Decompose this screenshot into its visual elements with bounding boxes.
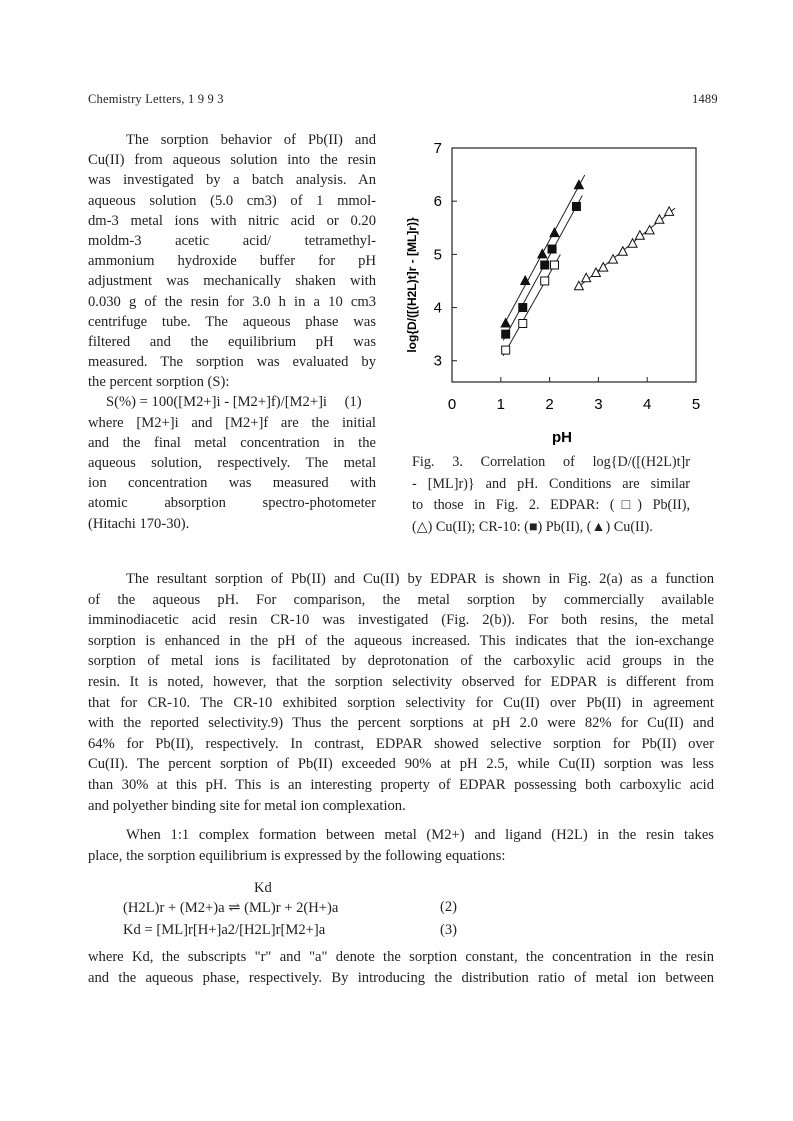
text-line: aqueous solution, respectively. The metal bbox=[88, 455, 376, 471]
equation-3-number: (3) bbox=[440, 922, 458, 938]
open-triangle-point bbox=[665, 207, 674, 216]
text-line: filtered and the equilibrium pH was bbox=[88, 333, 376, 350]
x-tick-label: 0 bbox=[447, 396, 457, 413]
text-line: ion concentration was measured with bbox=[88, 475, 376, 492]
text-line: (Hitachi 170-30). bbox=[88, 515, 190, 532]
text-line: The sorption behavior of Pb(II) and bbox=[126, 132, 376, 148]
text-line: where Kd, the subscripts "r" and "a" denote the sorption constant, the concentration in the resin bbox=[88, 949, 714, 965]
text-line: and polyether binding site for metal ion complexation. bbox=[88, 797, 406, 814]
figure-3-chart bbox=[396, 130, 706, 450]
open-triangle-point bbox=[635, 231, 644, 240]
text-line: and the final metal concentration in the bbox=[88, 434, 376, 451]
text-line: measured. The sorption was evaluated by bbox=[88, 354, 376, 371]
filled-square-point bbox=[519, 304, 527, 312]
paragraph-4 bbox=[88, 947, 714, 988]
x-tick-label: 2 bbox=[545, 396, 554, 413]
text-line: sorption is enhanced in the pH of the aqueous increased. This indicates that the ion-exchange bbox=[88, 632, 714, 649]
filled-triangle-point bbox=[538, 249, 547, 258]
text-line: sorption of metal ions is facilitated by deprotonation of the carboxylic acid groups in the bbox=[88, 653, 714, 670]
text-line: ammonium hydroxide buffer for pH bbox=[88, 253, 376, 270]
text-line: with the reported selectivity.9) Thus the percent sorptions at pH 2.0 were 82% for Cu(II) and bbox=[88, 715, 714, 732]
text-line: where [M2+]i and [M2+]f are the initial bbox=[88, 414, 376, 431]
open-triangle-point bbox=[574, 281, 583, 290]
left-column-text bbox=[88, 130, 376, 534]
fit-line bbox=[503, 254, 560, 355]
filled-square-point bbox=[502, 330, 510, 338]
text-line: adjustment was mechanically shaken with bbox=[88, 273, 376, 290]
text-line: place, the sorption equilibrium is expressed by the following equations: bbox=[88, 847, 506, 864]
x-axis-label: pH bbox=[552, 429, 572, 446]
y-tick-label: 6 bbox=[433, 193, 442, 211]
open-square-point bbox=[550, 261, 558, 269]
text-line: than 30% at this pH. This is an interesting property of EDPAR possessing both carboxylic acid bbox=[88, 776, 714, 793]
x-tick-label: 1 bbox=[496, 396, 505, 413]
x-tick-label: 3 bbox=[594, 396, 603, 413]
caption-line: - [ML]r)} and pH. Conditions are similar bbox=[412, 475, 690, 492]
filled-triangle-point bbox=[550, 228, 559, 237]
y-axis-label: log{D/([(H2L)t]r - [ML]r)} bbox=[405, 217, 419, 353]
text-line: of the aqueous pH. For comparison, the metal sorption by commercially available bbox=[88, 591, 714, 608]
text-line: the percent sorption (S): bbox=[88, 374, 230, 391]
equation-2-constant: Kd bbox=[254, 880, 272, 896]
text-line: that for CR-10. The CR-10 exhibited sorption selectivity for Cu(II) over Pb(II) in agreement bbox=[88, 694, 714, 711]
plot-frame bbox=[452, 148, 696, 382]
page-number: 1489 bbox=[692, 92, 718, 106]
open-square-point bbox=[541, 277, 549, 285]
open-square-point bbox=[519, 320, 527, 328]
text-line: aqueous solution (5.0 cm3) of 1 mmol- bbox=[88, 192, 376, 209]
text-line: atomic absorption spectro-photometer bbox=[88, 495, 376, 512]
filled-triangle-point bbox=[574, 180, 583, 189]
text-line: When 1:1 complex formation between metal (M2+) and ligand (H2L) in the resin takes bbox=[126, 827, 714, 843]
open-triangle-point bbox=[655, 215, 664, 224]
text-line: moldm-3 acetic acid/ tetramethyl- bbox=[88, 232, 376, 249]
text-line: dm-3 metal ions with nitric acid or 0.20 bbox=[88, 212, 376, 229]
caption-line: (△) Cu(II); CR-10: (■) Pb(II), (▲) Cu(II). bbox=[412, 518, 653, 535]
y-tick-label: 4 bbox=[433, 299, 442, 317]
text-line: and the aqueous phase, respectively. By introducing the distribution ratio of metal ion between bbox=[88, 969, 714, 986]
text-line: 0.030 g of the resin for 3.0 h in a 10 cm3 bbox=[88, 293, 376, 310]
equation-3: Kd = [ML]r[H+]a2/[H2L]r[M2+]a bbox=[123, 922, 326, 938]
text-line: Cu(II) from aqueous solution into the resin bbox=[88, 152, 376, 169]
filled-square-point bbox=[541, 261, 549, 269]
equation-1-body: S(%) = 100([M2+]i - [M2+]f)/[M2+]i bbox=[106, 394, 327, 411]
y-tick-label: 5 bbox=[433, 246, 442, 264]
filled-square-point bbox=[548, 245, 556, 253]
x-tick-label: 4 bbox=[643, 396, 652, 413]
text-line: imminodiacetic acid resin CR-10 was investigated (Fig. 2(b)). For both resins, the metal bbox=[88, 612, 714, 629]
y-tick-label: 7 bbox=[433, 140, 442, 157]
text-line: Cu(II). The percent sorption of Pb(II) exceeded 90% at pH 2.5, while Cu(II) sorption was less bbox=[88, 756, 714, 773]
text-line: was investigated by a batch analysis. An bbox=[88, 172, 376, 189]
paragraph-2 bbox=[88, 569, 714, 816]
text-line: 64% for Pb(II), respectively. In contrast, EDPAR showed selective sorption for Pb(II) over bbox=[88, 735, 714, 752]
open-triangle-point bbox=[591, 268, 600, 277]
running-header: Chemistry Letters, 1 9 9 3 bbox=[88, 92, 224, 106]
filled-triangle-point bbox=[501, 319, 510, 328]
open-square-point bbox=[502, 346, 510, 354]
equation-2: (H2L)r + (M2+)a ⇌ (ML)r + 2(H+)a bbox=[123, 900, 339, 916]
x-tick-label: 5 bbox=[691, 396, 701, 413]
paragraph-3 bbox=[88, 825, 714, 866]
fit-line bbox=[503, 175, 584, 326]
caption-line: to those in Fig. 2. EDPAR: (□) Pb(II), bbox=[412, 497, 690, 513]
y-tick-label: 3 bbox=[433, 352, 442, 370]
equation-1 bbox=[88, 392, 376, 412]
text-line: resin. It is noted, however, that the sorption selectivity observed for EDPAR is different from bbox=[88, 673, 714, 690]
figure-caption bbox=[412, 452, 690, 538]
text-line: centrifuge tube. The aqueous phase was bbox=[88, 313, 376, 330]
caption-line: Fig. 3. Correlation of log{D/([(H2L)t]r bbox=[412, 454, 690, 470]
filled-square-point bbox=[572, 203, 580, 211]
text-line: The resultant sorption of Pb(II) and Cu(II) by EDPAR is shown in Fig. 2(a) as a function bbox=[126, 571, 714, 587]
equation-1-number: (1) bbox=[344, 394, 362, 411]
equation-2-number: (2) bbox=[440, 899, 458, 915]
